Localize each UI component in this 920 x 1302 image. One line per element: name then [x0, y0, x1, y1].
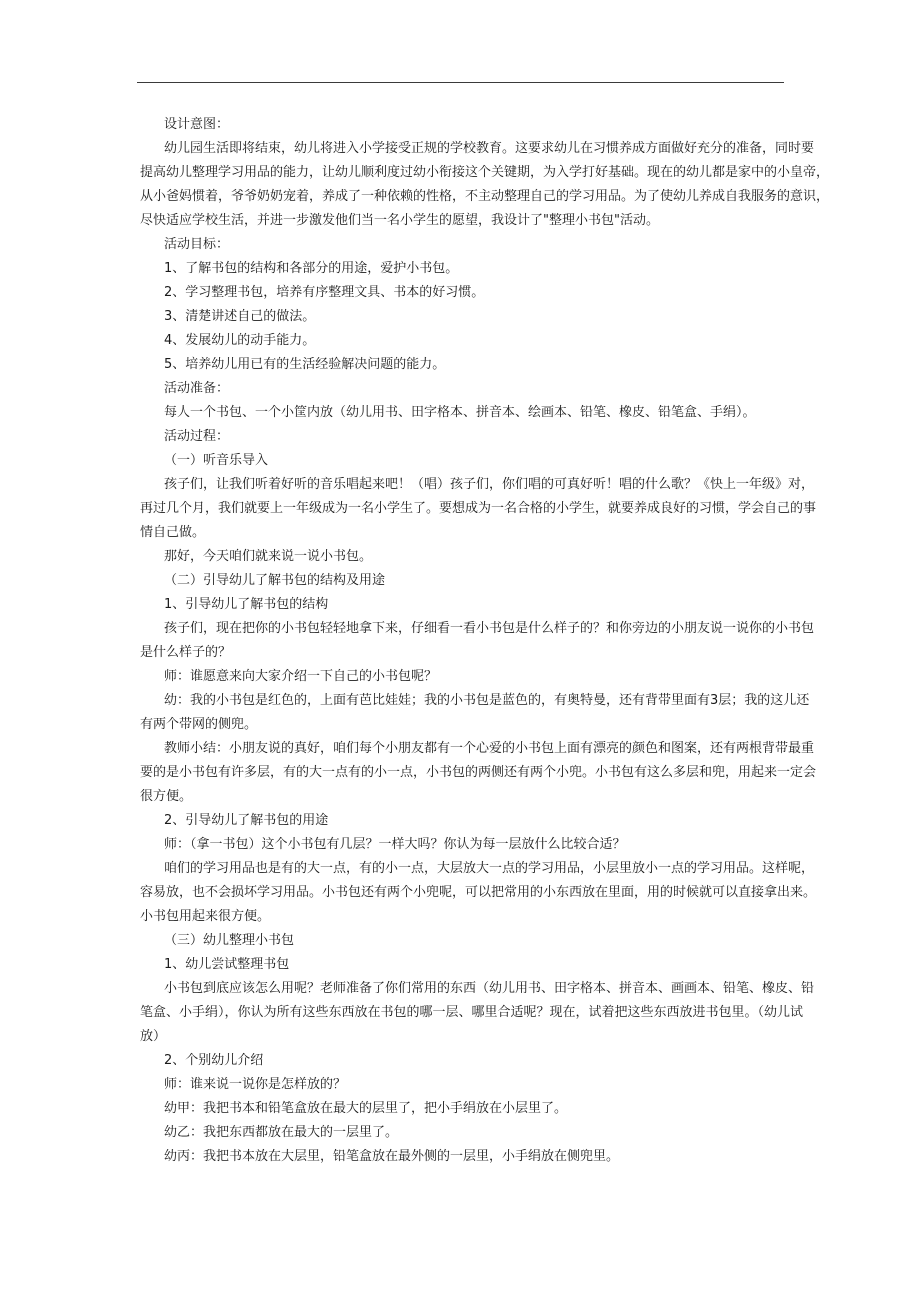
dialogue-line: 幼：我的小书包是红色的，上面有芭比娃娃；我的小书包是蓝色的，有奥特曼，还有背带里面有3层；我的这儿还 — [164, 693, 810, 708]
dialogue-line: 幼丙：我把书本放在大层里，铅笔盒放在最外侧的一层里，小手绢放在侧兜里。 — [164, 1149, 620, 1164]
subsection-heading: 2、引导幼儿了解书包的用途 — [164, 813, 329, 828]
document-body — [140, 113, 830, 1169]
list-item: 5、培养幼儿用已有的生活经验解决问题的能力。 — [164, 357, 446, 372]
list-item: 1、了解书包的结构和各部分的用途，爱护小书包。 — [164, 261, 459, 276]
paragraph-line: 每人一个书包、一个小筐内放（幼儿用书、田字格本、拼音本、绘画本、铅笔、橡皮、铅笔盒、手绢）。 — [164, 405, 756, 420]
paragraph-line: 幼儿园生活即将结束，幼儿将进入小学接受正规的学校教育。这要求幼儿在习惯养成方面做好充分的准备，同时要 — [164, 141, 815, 156]
subsection-heading: 1、引导幼儿了解书包的结构 — [164, 597, 329, 612]
paragraph-line: 孩子们，让我们听着好听的音乐唱起来吧！（唱）孩子们，你们唱的可真好听！唱的什么歌？《快上一年级》对， — [164, 477, 815, 492]
paragraph-line: 那好，今天咱们就来说一说小书包。 — [164, 549, 373, 564]
paragraph-line: 提高幼儿整理学习用品的能力，让幼儿顺利度过幼小衔接这个关键期，为入学打好基础。现在的幼儿都是家中的小皇帝， — [140, 165, 830, 180]
paragraph-line: 放） — [140, 1029, 167, 1044]
paragraph-line: 咱们的学习用品也是有的大一点，有的小一点，大层放大一点的学习用品，小层里放小一点的学习用品。这样呢， — [164, 861, 815, 876]
list-item: 4、发展幼儿的动手能力。 — [164, 333, 316, 348]
paragraph-line: 有两个带网的侧兜。 — [140, 717, 258, 732]
paragraph-line: 孩子们，现在把你的小书包轻轻地拿下来，仔细看一看小书包是什么样子的？和你旁边的小朋友说一说你的小书包 — [164, 621, 815, 636]
dialogue-line: 师：谁来说一说你是怎样放的？ — [164, 1077, 347, 1092]
section-heading: （一）听音乐导入 — [164, 453, 269, 468]
paragraph-line: 小书包到底应该怎么用呢？老师准备了你们常用的东西（幼儿用书、田字格本、拼音本、画画本、铅笔、橡皮、铅 — [164, 981, 815, 996]
list-item: 2、学习整理书包，培养有序整理文具、书本的好习惯。 — [164, 285, 485, 300]
list-item: 3、清楚讲述自己的做法。 — [164, 309, 316, 324]
dialogue-line: 幼乙：我把东西都放在最大的一层里了。 — [164, 1125, 399, 1140]
dialogue-line: 师：（拿一书包）这个小书包有几层？一样大吗？你认为每一层放什么比较合适？ — [164, 837, 626, 852]
heading-design-intent: 设计意图： — [164, 117, 230, 132]
heading-preparation: 活动准备： — [164, 381, 230, 396]
paragraph-line: 要的是小书包有许多层，有的大一点有的小一点，小书包的两侧还有两个小兜。小书包有这么多层和兜，用起来一定会 — [140, 765, 817, 780]
paragraph-line: 很方便。 — [140, 789, 193, 804]
paragraph-line: 笔盒、小手绢），你认为所有这些东西放在书包的哪一层、哪里合适呢？现在，试着把这些东西放进书包里。（幼儿试 — [140, 1005, 804, 1020]
paragraph-line: 从小爸妈惯着，爷爷奶奶宠着，养成了一种依赖的性格，不主动整理自己的学习用品。为了使幼儿养成自我服务的意识， — [140, 189, 830, 204]
subsection-heading: 1、幼儿尝试整理书包 — [164, 957, 290, 972]
paragraph-line: 容易放，也不会损坏学习用品。小书包还有两个小兜呢，可以把常用的小东西放在里面，用的时候就可以直接拿出来。 — [140, 885, 817, 900]
paragraph-line: 尽快适应学校生活，并进一步激发他们当一名小学生的愿望，我设计了"整理小书包"活动。 — [140, 213, 659, 228]
paragraph-line: 教师小结：小朋友说的真好，咱们每个小朋友都有一个心爱的小书包上面有漂亮的颜色和图案，还有两根背带最重 — [164, 741, 815, 756]
header-rule — [137, 82, 784, 83]
heading-process: 活动过程： — [164, 429, 230, 444]
dialogue-line: 幼甲：我把书本和铅笔盒放在最大的层里了，把小手绢放在小层里了。 — [164, 1101, 568, 1116]
section-heading: （三）幼儿整理小书包 — [164, 933, 295, 948]
paragraph-line: 是什么样子的？ — [140, 645, 232, 660]
heading-goals: 活动目标： — [164, 237, 230, 252]
paragraph-line: 小书包用起来很方便。 — [140, 909, 271, 924]
paragraph-line: 再过几个月，我们就要上一年级成为一名小学生了。要想成为一名合格的小学生，就要养成良好的习惯，学会自己的事 — [140, 501, 817, 516]
section-heading: （二）引导幼儿了解书包的结构及用途 — [164, 573, 386, 588]
paragraph-line: 情自己做。 — [140, 525, 206, 540]
dialogue-line: 师：谁愿意来向大家介绍一下自己的小书包呢？ — [164, 669, 438, 684]
subsection-heading: 2、个别幼儿介绍 — [164, 1053, 264, 1068]
